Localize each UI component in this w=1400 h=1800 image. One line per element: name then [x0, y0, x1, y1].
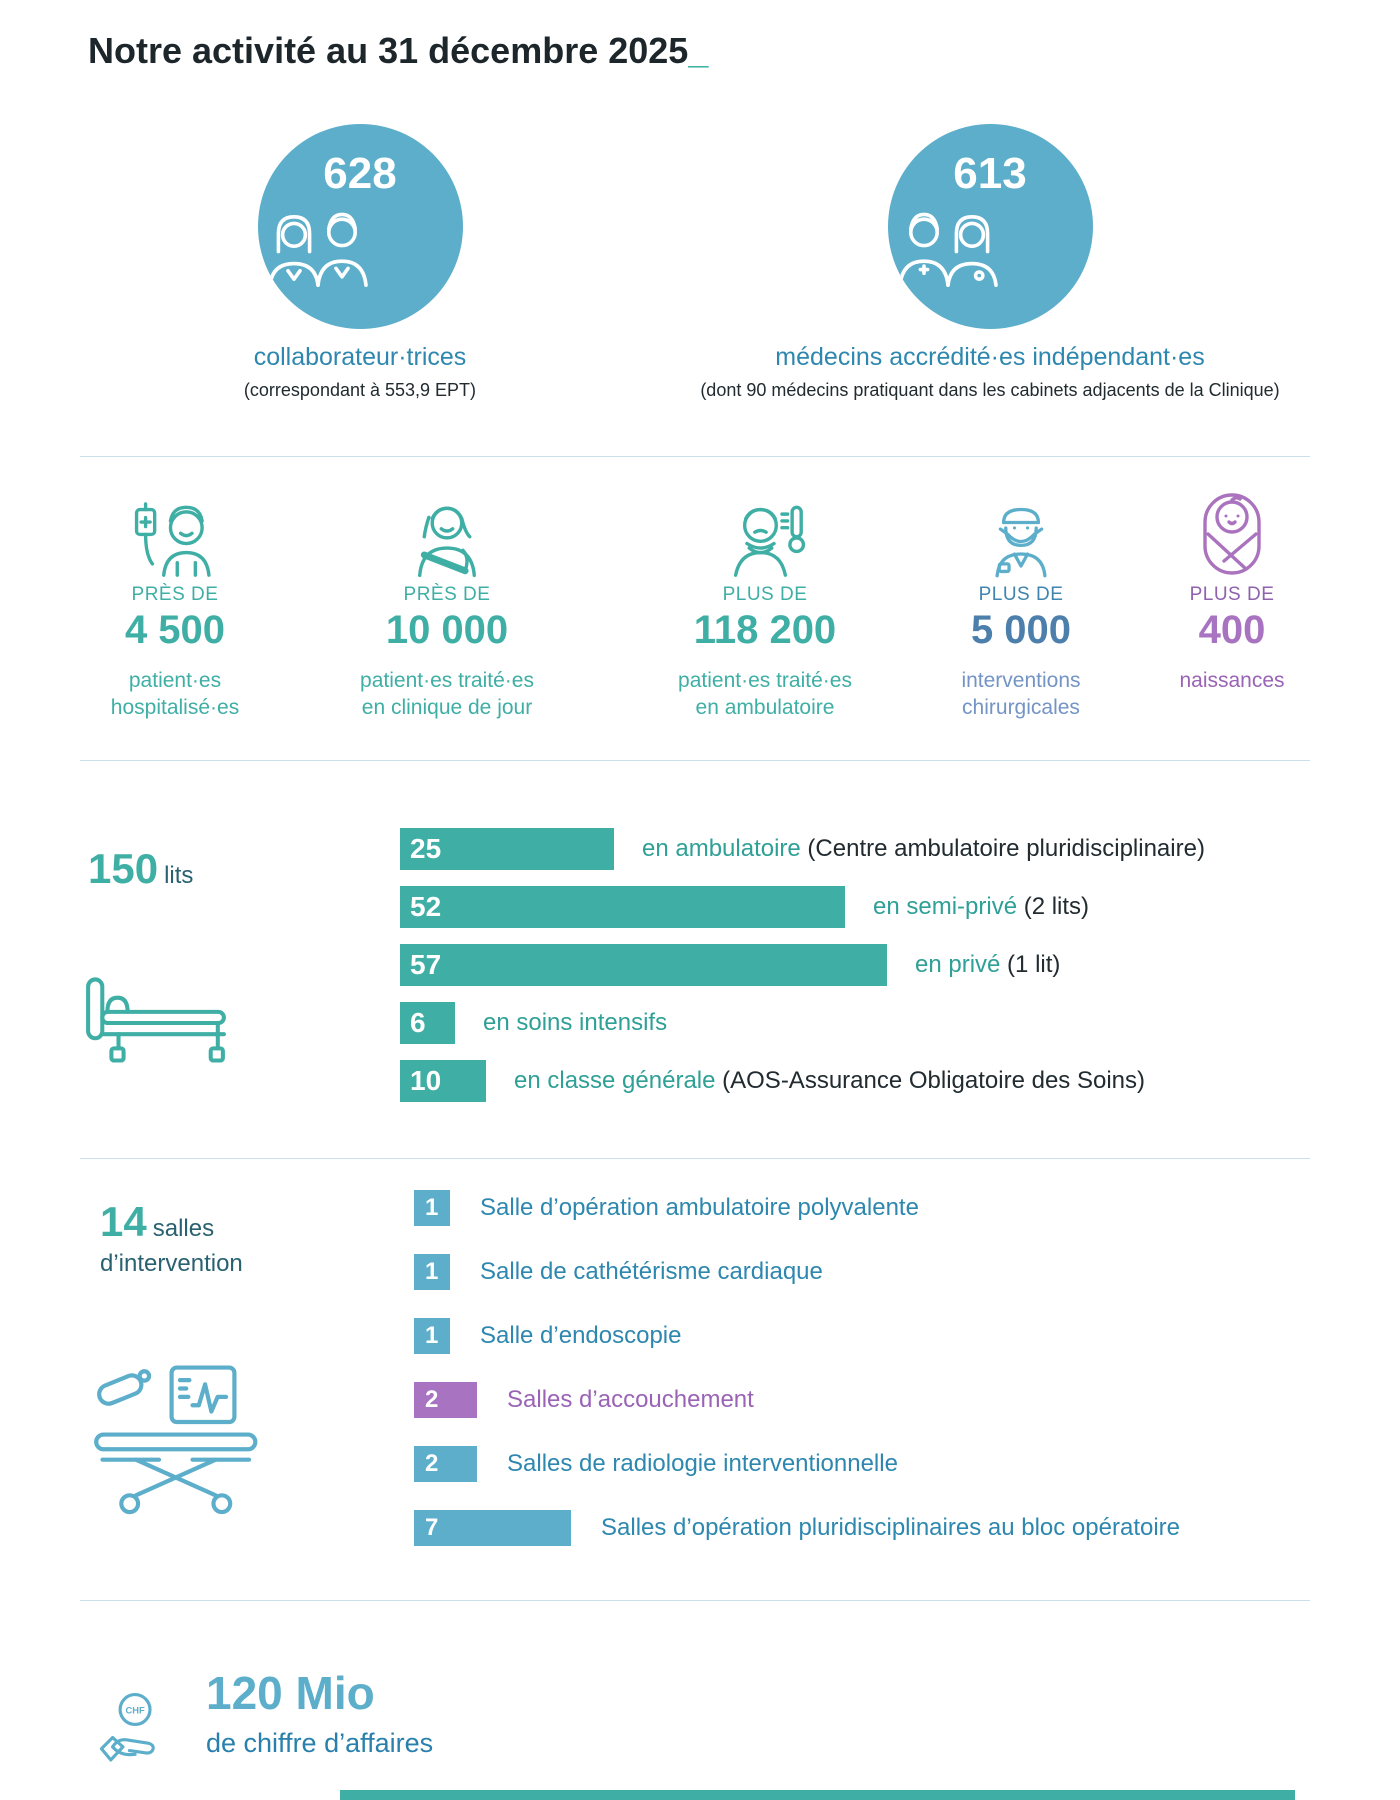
room-bar-row [414, 1382, 1180, 1418]
room-bar-row [414, 1510, 1180, 1546]
bed-bar-value: 25 [410, 833, 442, 864]
newborn-icon [1199, 490, 1265, 578]
surgeon-icon [971, 504, 1071, 578]
divider [80, 456, 1310, 457]
bed-bar-value: 57 [410, 949, 442, 980]
room-bar-label: Salles d’accouchement [507, 1386, 754, 1413]
bed-bar-label: en soins intensifs [483, 1009, 668, 1036]
divider [80, 760, 1310, 761]
room-bar-label: Salle d’endoscopie [480, 1322, 682, 1349]
stat-value: 10 000 [385, 608, 509, 652]
stat-ambulatory [635, 486, 895, 722]
collaborators-count: 628 [323, 149, 397, 198]
room-bar-row [414, 1318, 1180, 1354]
bed-bar-value: 10 [410, 1065, 442, 1096]
collaborators-label: collaborateur·trices [253, 343, 467, 371]
room-bar-value: 2 [425, 1450, 439, 1477]
title-cursor: _ [688, 30, 709, 71]
room-bar-row [414, 1254, 1180, 1290]
svg-text:CHF: CHF [125, 1705, 145, 1716]
patient-iv-icon [123, 500, 227, 578]
bed-bar-label: en privé (1 lit) [915, 951, 1061, 978]
bed-bar-label: en classe générale (AOS-Assurance Obligatoire des Soins) [514, 1067, 1145, 1094]
beds-icon-wrap [80, 975, 232, 1067]
stat-hospitalized [45, 486, 305, 722]
room-bar-label: Salles d’opération pluridisciplinaires au bloc opératoire [601, 1514, 1180, 1541]
room-bar-row [414, 1446, 1180, 1482]
room-bar-value: 7 [425, 1514, 439, 1541]
stat-day-clinic [317, 486, 577, 722]
room-bar [414, 1254, 450, 1290]
bed-bar-row [400, 886, 1205, 928]
beds-bar-chart [400, 828, 1205, 1118]
rooms-bar-chart [414, 1190, 1180, 1574]
hospital-bed-icon [80, 975, 232, 1067]
page-title [88, 30, 708, 72]
doctors-sublabel: (dont 90 médecins pratiquant dans les cabinets adjacents de la Clinique) [700, 380, 1280, 400]
doctors-pair-icon [888, 200, 1008, 296]
bed-bar-row [400, 1060, 1205, 1102]
doctors-circle [888, 124, 1093, 329]
bed-bar-row [400, 828, 1205, 870]
stat-description: patient·es traité·es en ambulatoire [678, 669, 852, 720]
room-bar-label: Salles de radiologie interventionnelle [507, 1450, 898, 1477]
arm-sling-icon [397, 500, 497, 578]
stat-description: patient·es traité·es en clinique de jour [360, 669, 534, 720]
room-bar-value: 1 [425, 1194, 439, 1221]
bed-bar [400, 828, 614, 870]
beds-section-stat [88, 845, 193, 893]
stat-description: patient·es hospitalisé·es [110, 669, 240, 720]
stat-qualifier: PLUS DE [1189, 584, 1275, 605]
room-bar-label: Salle de cathétérisme cardiaque [480, 1258, 823, 1285]
bed-bar-label: en semi-privé (2 lits) [873, 893, 1090, 920]
bed-bar [400, 1060, 486, 1102]
rooms-icon-wrap [92, 1365, 270, 1523]
room-bar-value: 2 [425, 1386, 439, 1413]
bed-bar-row [400, 1002, 1205, 1044]
room-bar [414, 1318, 450, 1354]
collaborators-circle [258, 124, 463, 329]
stat-qualifier: PRÈS DE [131, 584, 219, 605]
stat-births [1102, 486, 1362, 694]
room-bar [414, 1446, 477, 1482]
stat-qualifier: PLUS DE [722, 584, 808, 605]
rooms-count: 14 [100, 1198, 147, 1245]
circle-stat-collaborators [110, 124, 610, 401]
staff-pair-icon [258, 200, 378, 296]
chf-hand-icon [94, 1688, 178, 1774]
bed-bar [400, 944, 887, 986]
room-bar-row [414, 1190, 1180, 1226]
stat-qualifier: PLUS DE [978, 584, 1064, 605]
footer-accent-bar [340, 1790, 1295, 1800]
rooms-unit: salles [152, 1215, 215, 1242]
bed-bar-value: 6 [410, 1007, 426, 1038]
room-bar-delivery [414, 1382, 477, 1418]
stat-description: naissances [1179, 669, 1285, 692]
stat-value: 400 [1198, 608, 1266, 652]
bed-bar-label: en ambulatoire (Centre ambulatoire pluridisciplinaire) [642, 835, 1205, 862]
room-bar-label: Salle d’opération ambulatoire polyvalente [480, 1194, 919, 1221]
stat-description: interventions chirurgicales [961, 669, 1081, 720]
doctors-label: médecins accrédité·es indépendant·es [775, 343, 1205, 371]
bed-bar [400, 1002, 455, 1044]
rooms-section-stat [100, 1196, 243, 1279]
room-bar-value: 1 [425, 1258, 439, 1285]
stat-value: 118 200 [693, 608, 837, 652]
revenue-icon-wrap [94, 1688, 178, 1774]
circle-stat-doctors [650, 124, 1330, 401]
room-bar [414, 1510, 571, 1546]
page-title-text: Notre activité au 31 décembre 2025 [88, 30, 689, 71]
room-bar-value: 1 [425, 1322, 439, 1349]
bed-bar [400, 886, 845, 928]
operating-room-icon [92, 1365, 270, 1523]
stat-value: 5 000 [970, 608, 1072, 652]
revenue-value: 120 Mio [206, 1667, 375, 1719]
beds-count: 150 [88, 845, 159, 892]
stat-value: 4 500 [124, 608, 226, 652]
collaborators-sublabel: (correspondant à 553,9 EPT) [243, 380, 477, 400]
divider [80, 1158, 1310, 1159]
divider [80, 1600, 1310, 1601]
revenue-label: de chiffre d’affaires [206, 1728, 434, 1758]
revenue-stat [206, 1666, 433, 1759]
fever-patient-icon [713, 500, 817, 578]
bed-bar-value: 52 [410, 891, 442, 922]
stat-qualifier: PRÈS DE [403, 584, 491, 605]
doctors-count: 613 [953, 149, 1027, 198]
room-bar [414, 1190, 450, 1226]
beds-unit: lits [164, 862, 194, 889]
bed-bar-row [400, 944, 1205, 986]
rooms-unit-line2: d’intervention [100, 1249, 243, 1277]
